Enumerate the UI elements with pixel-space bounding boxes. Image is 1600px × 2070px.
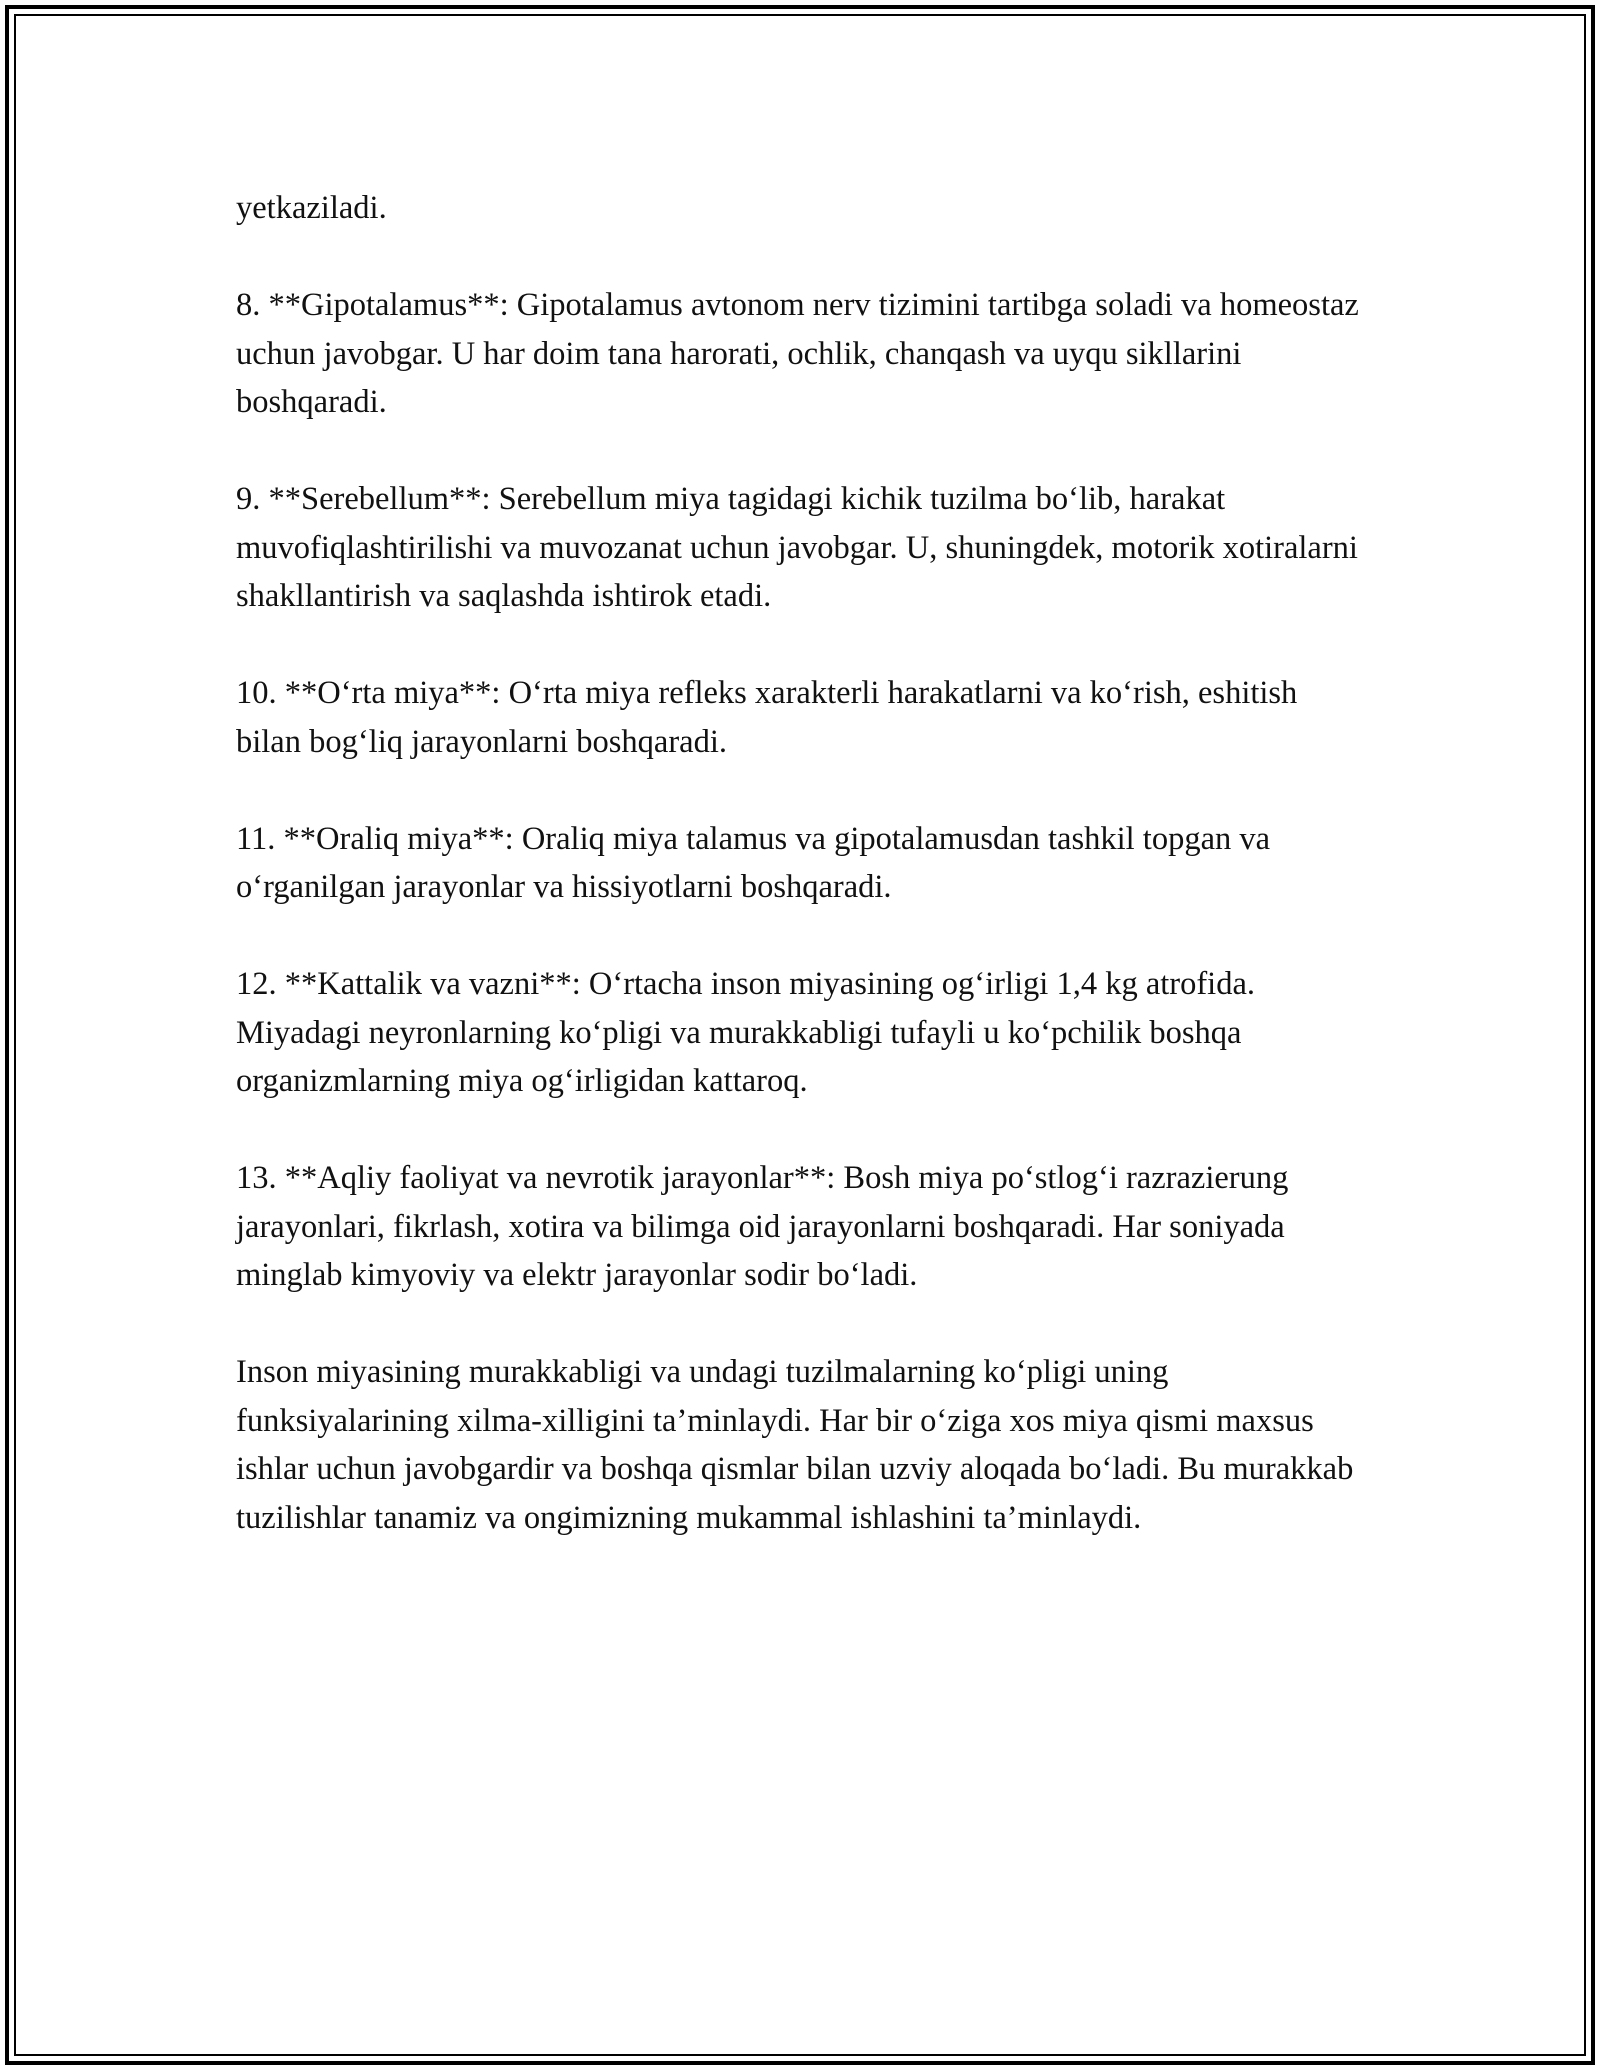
paragraph-continuation: yetkaziladi. <box>236 190 387 226</box>
paragraph-item-13: 13. **Aqliy faoliyat va nevrotik jarayonlar**: Bosh miya po‘stlog‘i razrazierung jarayonlari, fikrlash, xotira va bilimga oid jarayonlarni boshqaradi. Har soniyada minglab kimyoviy va elektr jarayonlar sodir bo‘ladi. <box>236 1160 1289 1293</box>
paragraph-conclusion: Inson miyasining murakkabligi va undagi tuzilmalarning ko‘pligi uning funksiyalarining xilma-xilligini ta’minlaydi. Har bir o‘ziga xos miya qismi maxsus ishlar uchun javobgardir va boshqa qismlar bilan uzviy aloqada bo‘ladi. Bu murakkab tuzilishlar tanamiz va ongimizning mukammal ishlashini ta’minlaydi. <box>236 1354 1354 1536</box>
paragraph-item-11: 11. **Oraliq miya**: Oraliq miya talamus va gipotalamusdan tashkil topgan va o‘rganilgan jarayonlar va hissiyotlarni boshqaradi. <box>236 820 1271 905</box>
document-body <box>236 184 1366 1591</box>
paragraph-item-8: 8. **Gipotalamus**: Gipotalamus avtonom nerv tizimini tartibga soladi va homeostaz uchun javobgar. U har doim tana harorati, ochlik, chanqash va uyqu sikllarini boshqaradi. <box>236 287 1359 420</box>
paragraph-item-12: 12. **Kattalik va vazni**: O‘rtacha inson miyasining og‘irligi 1,4 kg atrofida. Miyadagi neyronlarning ko‘pligi va murakkabligi tufayli u ko‘pchilik boshqa organizmlarning miya og‘irligidan kattaroq. <box>236 966 1256 1099</box>
paragraph-item-9: 9. **Serebellum**: Serebellum miya tagidagi kichik tuzilma bo‘lib, harakat muvofiqlashtirilishi va muvozanat uchun javobgar. U, shuningdek, motorik xotiralarni shakllantirish va saqlashda ishtirok etadi. <box>236 481 1358 614</box>
paragraph-item-10: 10. **O‘rta miya**: O‘rta miya refleks xarakterli harakatlarni va ko‘rish, eshitish bilan bog‘liq jarayonlarni boshqaradi. <box>236 675 1298 760</box>
